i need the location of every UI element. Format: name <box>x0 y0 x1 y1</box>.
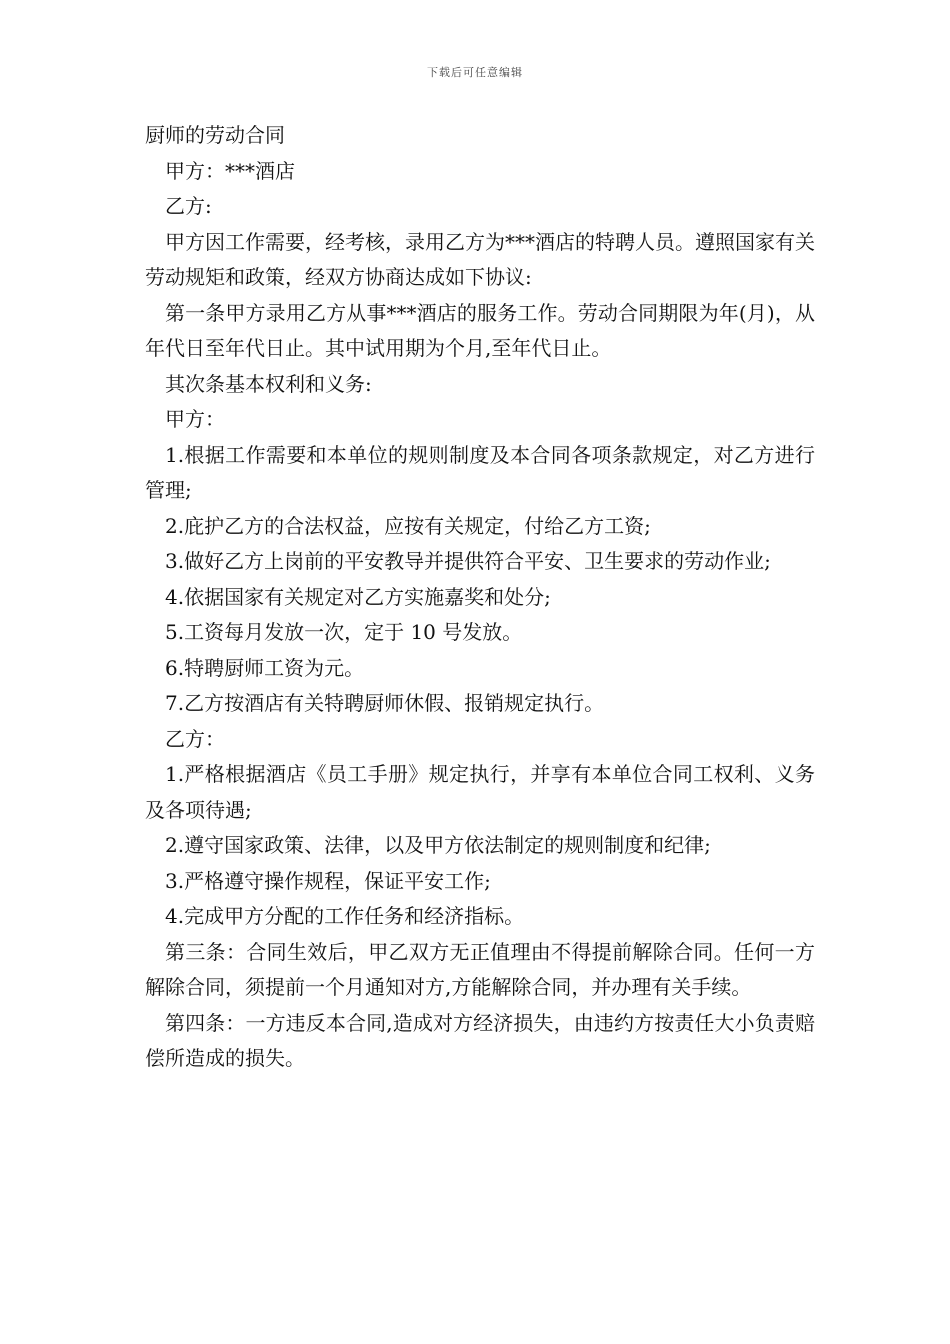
article-1-paragraph: 第一条甲方录用乙方从事***酒店的服务工作。劳动合同期限为年(月)，从年代日至年代日止。其中试用期为个月,至年代日止。 <box>145 300 815 360</box>
party-a-item-4: 4.依据国家有关规定对乙方实施嘉奖和处分; <box>165 584 551 609</box>
preamble-paragraph: 甲方因工作需要，经考核，录用乙方为***酒店的特聘人员。遵照国家有关劳动规矩和政策，经双方协商达成如下协议: <box>145 229 815 289</box>
party-a-obligations-heading: 甲方： <box>165 407 225 431</box>
document-title: 厨师的劳动合同 <box>145 123 285 147</box>
article-2-heading: 其次条基本权利和义务: <box>165 371 372 396</box>
article-4-paragraph: 第四条：一方违反本合同,造成对方经济损失，由违约方按责任大小负责赔偿所造成的损失。 <box>145 1010 815 1070</box>
party-a-item-7: 7.乙方按酒店有关特聘厨师休假、报销规定执行。 <box>165 691 605 715</box>
party-a-line: 甲方：***酒店 <box>165 158 295 183</box>
document-body <box>145 118 815 1077</box>
party-b-item-2: 2.遵守国家政策、法律，以及甲方依法制定的规则制度和纪律; <box>165 833 711 857</box>
page-header-note: 下载后可任意编辑 <box>427 66 523 79</box>
party-a-item-2: 2.庇护乙方的合法权益，应按有关规定，付给乙方工资; <box>165 513 651 538</box>
party-a-item-3: 3.做好乙方上岗前的平安教导并提供符合平安、卫生要求的劳动作业; <box>165 549 771 573</box>
party-b-line: 乙方: <box>165 194 212 218</box>
party-a-item-5: 5.工资每月发放一次，定于 10 号发放。 <box>165 620 523 644</box>
party-a-item-1: 1.根据工作需要和本单位的规则制度及本合同各项条款规定，对乙方进行管理; <box>145 442 815 502</box>
party-a-item-6: 6.特聘厨师工资为元。 <box>165 655 365 680</box>
article-3-paragraph: 第三条：合同生效后，甲乙双方无正值理由不得提前解除合同。任何一方解除合同，须提前一个月通知对方,方能解除合同，并办理有关手续。 <box>145 939 815 999</box>
party-b-item-1: 1.严格根据酒店《员工手册》规定执行，并享有本单位合同工权利、义务及各项待遇; <box>145 762 815 822</box>
party-b-item-4: 4.完成甲方分配的工作任务和经济指标。 <box>165 904 525 928</box>
party-b-item-3: 3.严格遵守操作规程，保证平安工作; <box>165 868 491 893</box>
party-b-obligations-heading: 乙方： <box>165 726 225 751</box>
